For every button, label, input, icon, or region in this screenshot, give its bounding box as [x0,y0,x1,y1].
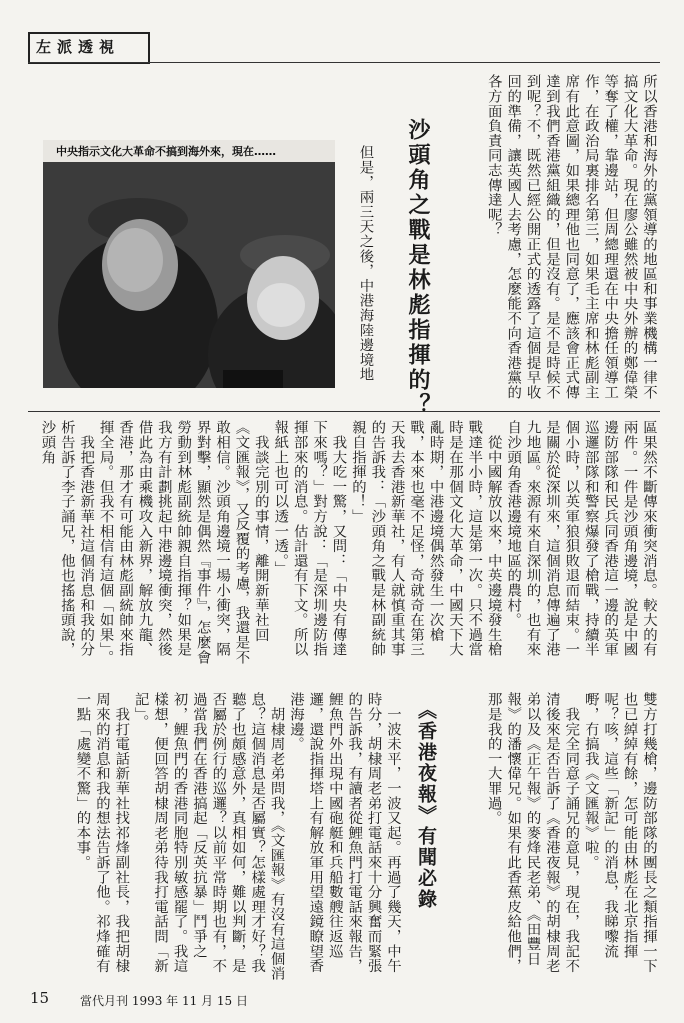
photo-image [43,140,335,388]
body-column-left-top: 但是，兩三天之後，中港海陸邊境地 [357,145,374,382]
header-rule [28,62,660,63]
page-number: 15 [30,989,50,1007]
section-headline: 《香港夜報》有聞必錄 [415,700,437,910]
photo [43,140,335,388]
mid-rule [28,411,660,412]
photo-caption: 中央指示文化大革命不搞到海外來，現在…… [56,145,276,158]
body-column-right-bottom: 雙方打幾槍，邊防部隊的團長之類指揮一下也已綽綽有餘，怎可能由林彪在北京指揮呢？咳，這些「新記」的消息，我睇嚟流嘢，冇搞我《文匯報》啦。 我完全同意子誦兄的意見，現在，我記不清後來是否告訴了《香港夜報》的胡棣周老弟以及《正午報》的麥烽民老弟、《田豐日報》的潘懷偉兄。如果有此香蕉皮給他們，那是我的一大罪過。 [485,692,657,974]
body-column-right-mid: 區果然不斷傳來衝突消息。較大的有兩件。一件是沙頭角邊境，說是中國邊防部隊和民兵同香港這一邊的英軍巡邏部隊和警察爆發了槍戰，持續半個小時，以英軍狼狽敗退而結束。一是關於從深圳來，這個消息傳遍了港九地區。來源有來自深圳的，也有來自沙頭角香港邊境地區的農村。 從中國解放以來，中英邊境發生槍戰達半小時，這是第一次。只不過當時是在那個文化大革命，中國天下大亂時期，中港邊境偶然發生一次槍戰，本來也毫不足怪，奇就奇在第三天我去香港新華社，有人就慎重其事的告訴我：「沙頭角之戰是林副統帥親自指揮的！」 我大吃一驚，又問：「中央有傳達下來嗎？」對方說：「是深圳邊防指揮部來的消息。估計還有下文。所以報紙上也可以透一透。」 我談完別的事情，離開新華社回《文匯報》，又反覆的考慮，我還是不敢相信。沙頭角邊境一場小衝突，隔界對擊，顯然是偶然『事件』，怎麼會勞動到林彪副統帥親自指揮？如果是我方有計劃挑起中港邊境衝突，然後借此為由乘機攻入新界，解放九龍、香港，那才有可能由林彪副統帥來指揮全局。但我不相信有這個「如果」。 我把香港新華社這個消息和我的分析告訴了李子誦兄，他也搖搖頭說，沙頭角 [39,420,657,665]
publication-line: 當代月刊 1993 年 11 月 15 日 [80,994,248,1008]
body-column-left-bottom: 一波未平，一波又起。再過了幾天，中午時分，胡棣周老弟打電話來十分興奮而緊張的告訴我，有讀者從鯉魚門打電話來報告，鯉魚門外出現中國砲艇和兵船數艘往返巡邏，還說指揮塔上有解放軍用望遠鏡瞭望香港海邊。 胡棣周老弟問我，《文匯報》有沒有這個消息？這個消息是否屬實？怎樣處理才好？我聽了也頗感意外，真相如何，難以判斷，是否屬於例行的巡邏？以前平常時期也有，不過當我們在香港搞起「反英抗暴」鬥爭之初，鯉魚門的香港同胞特別敏感罷了。我這樣想，便回答胡棣周老弟待我打電話問「新記」。 我打電話新華社找祁烽副社長，我把胡棣周來的消息和我的想法告訴了他。祁烽確有一點「處變不驚」的本事。 [74,692,401,981]
header-title: 左派透視 [36,38,121,56]
body-column-right-top: 所以香港和海外的黨領導的地區和事業機構一律不搞文化大革命。現在廖公雖然被中央外辦的鄭偉榮等奪了權，靠邊站，但周總理還在中央擔任領導工作，在政治局裏排名第三，如果毛主席和林彪副主席有此意圖，如果總理他也同意了，應該會正式傳達到我們香港黨組織的，但是沒有。是不是時候不到呢？不，既然已經公開正式的透露了這個提早收回的準備，讓英國人去考慮，怎麼能不向香港黨的各方面負責同志傳達呢？ [485,74,657,400]
main-headline: 沙頭角之戰是林彪指揮的？ [405,118,430,418]
